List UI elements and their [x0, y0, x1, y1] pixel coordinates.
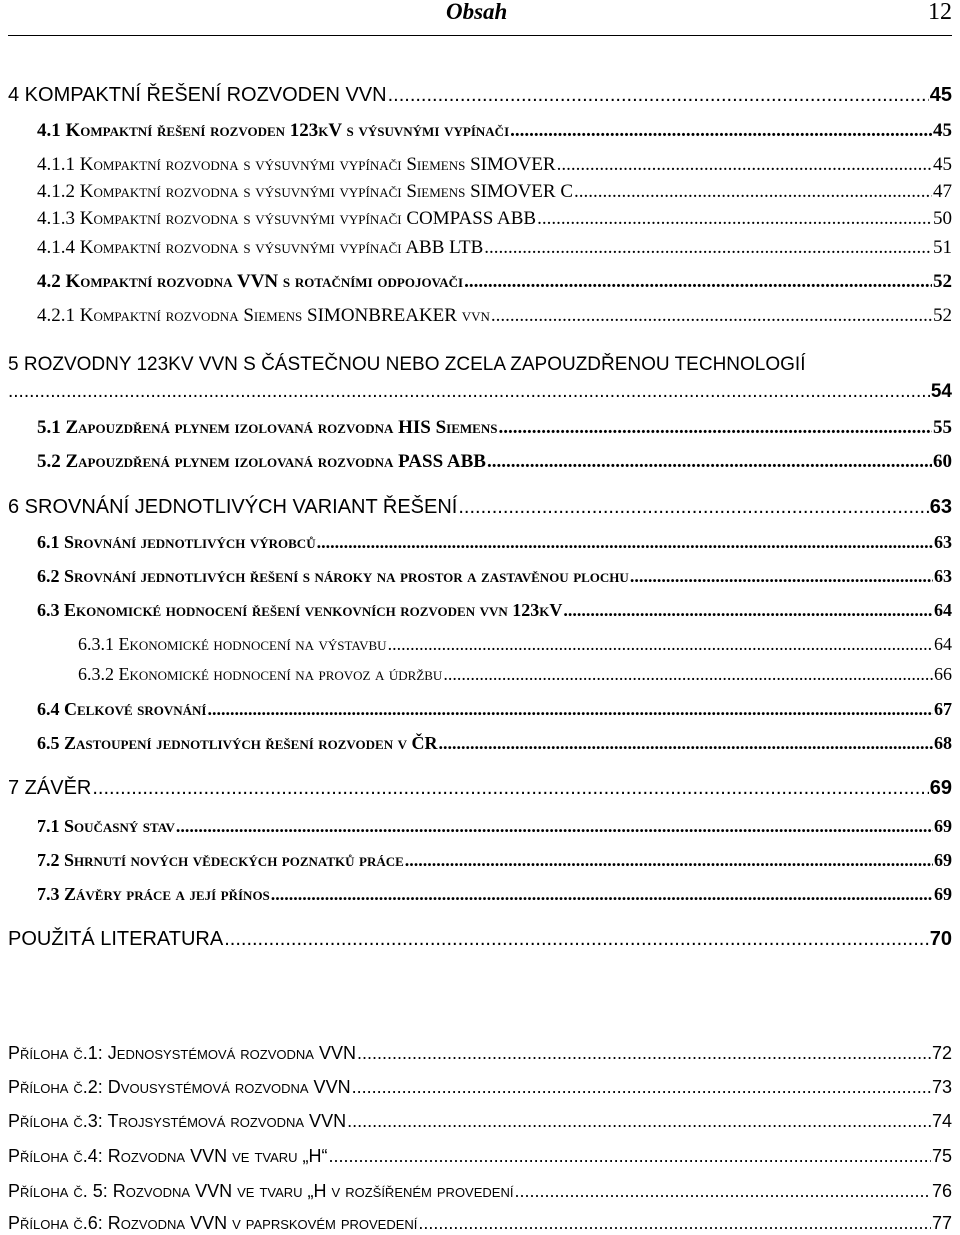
- dot-leader: [329, 1146, 931, 1167]
- header-title: Obsah: [446, 0, 508, 24]
- dot-leader: [92, 777, 928, 800]
- toc-entry-4-1-3[interactable]: 4.1.3 Kompaktní rozvodna s výsuvnými vypínači COMPASS ABB ..... 50: [37, 208, 952, 230]
- dot-leader: [357, 1043, 931, 1064]
- dot-leader: [491, 305, 932, 327]
- dot-leader: [443, 664, 933, 685]
- toc-entry-4-1-2[interactable]: 4.1.2 Kompaktní rozvodna s výsuvnými vypínači Siemens SIMOVER C ..... 47: [37, 181, 952, 203]
- toc-entry-appendix-6[interactable]: Příloha č.6: Rozvodna VVN v paprskovém provedení ..... 77: [8, 1213, 952, 1234]
- dot-leader: [514, 1181, 931, 1202]
- toc-entry-6-3-1[interactable]: 6.3.1 Ekonomické hodnocení na výstavbu ..... 64: [78, 634, 952, 655]
- dot-leader: [537, 208, 932, 230]
- dot-leader: [484, 237, 932, 259]
- toc-entry-4-1-4[interactable]: 4.1.4 Kompaktní rozvodna s výsuvnými vypínači ABB LTB ..... 51: [37, 237, 952, 259]
- toc-entry-5-2[interactable]: 5.2 Zapouzdřená plynem izolovaná rozvodna PASS ABB ..... 60: [37, 451, 952, 473]
- toc-entry-appendix-2[interactable]: Příloha č.2: Dvousystémová rozvodna VVN ..... 73: [8, 1077, 952, 1098]
- dot-leader: [487, 451, 932, 473]
- toc-entry-7-1[interactable]: 7.1 Současný stav ..... 69: [37, 816, 952, 837]
- dot-leader: [388, 634, 933, 655]
- page-header: [0, 0, 960, 30]
- dot-leader: [510, 120, 932, 142]
- toc-entry-6-1[interactable]: 6.1 Srovnání jednotlivých výrobců ..... 63: [37, 532, 952, 553]
- toc-entry-ch6[interactable]: 6 SROVNÁNÍ JEDNOTLIVÝCH VARIANT ŘEŠENÍ ..... 63: [8, 496, 952, 519]
- toc-entry-5-1[interactable]: 5.1 Zapouzdřená plynem izolovaná rozvodna HIS Siemens ..... 55: [37, 417, 952, 439]
- dot-leader: [317, 532, 933, 553]
- toc-entry-ch7[interactable]: 7 ZÁVĚR ..... 69: [8, 777, 952, 800]
- toc-entry-appendix-5[interactable]: Příloha č. 5: Rozvodna VVN ve tvaru „H v rozšířeném provedení ..... 76: [8, 1181, 952, 1202]
- dot-leader: [207, 699, 933, 720]
- dot-leader: [439, 733, 933, 754]
- dot-leader: [418, 1213, 931, 1234]
- toc-entry-4-2-1[interactable]: 4.2.1 Kompaktní rozvodna Siemens SIMONBREAKER vvn ..... 52: [37, 305, 952, 327]
- toc-entry-appendix-3[interactable]: Příloha č.3: Trojsystémová rozvodna VVN ..... 74: [8, 1111, 952, 1132]
- dot-leader: [347, 1111, 931, 1132]
- toc-entry-7-3[interactable]: 7.3 Závěry práce a její přínos ..... 69: [37, 884, 952, 905]
- dot-leader: [630, 566, 933, 587]
- dot-leader: [464, 271, 932, 293]
- dot-leader: [8, 381, 930, 403]
- dot-leader: [458, 496, 928, 519]
- toc-entry-7-2[interactable]: 7.2 Shrnutí nových vědeckých poznatků práce ..... 69: [37, 850, 952, 871]
- dot-leader: [574, 181, 932, 203]
- dot-leader: [352, 1077, 931, 1098]
- dot-leader: [405, 850, 933, 871]
- toc-entry-6-3-2[interactable]: 6.3.2 Ekonomické hodnocení na provoz a údržbu ..... 66: [78, 664, 952, 685]
- toc-entry-4-2[interactable]: 4.2 Kompaktní rozvodna VVN s rotačními odpojovači ..... 52: [37, 271, 952, 293]
- toc-entry-literature[interactable]: POUŽITÁ LITERATURA ..... 70: [8, 928, 952, 951]
- toc-entry-ch4[interactable]: 4 KOMPAKTNÍ ŘEŠENÍ ROZVODEN VVN ..... 45: [8, 84, 952, 107]
- toc-entry-4-1[interactable]: 4.1 Kompaktní řešení rozvoden 123kV s výsuvnými vypínači ..... 45: [37, 120, 952, 142]
- dot-leader: [498, 417, 932, 439]
- dot-leader: [563, 600, 933, 621]
- toc-entry-ch5-leader: ..... 54: [8, 381, 952, 403]
- dot-leader: [176, 816, 933, 837]
- header-rule: [8, 35, 952, 36]
- toc-entry-appendix-4[interactable]: Příloha č.4: Rozvodna VVN ve tvaru „H“ ..... 75: [8, 1146, 952, 1167]
- toc-entry-6-5[interactable]: 6.5 Zastoupení jednotlivých řešení rozvoden v ČR ..... 68: [37, 733, 952, 754]
- toc-entry-6-2[interactable]: 6.2 Srovnání jednotlivých řešení s nároky na prostor a zastavěnou plochu ..... 63: [37, 566, 952, 587]
- toc-entry-6-3[interactable]: 6.3 Ekonomické hodnocení řešení venkovních rozvoden vvn 123kV ..... 64: [37, 600, 952, 621]
- dot-leader: [388, 84, 929, 107]
- toc-entry-ch5[interactable]: 5 ROZVODNY 123KV VVN S ČÁSTEČNOU NEBO ZCELA ZAPOUZDŘENOU TECHNOLOGIÍ: [8, 354, 806, 375]
- dot-leader: [271, 884, 933, 905]
- toc-entry-4-1-1[interactable]: 4.1.1 Kompaktní rozvodna s výsuvnými vypínači Siemens SIMOVER ..... 45: [37, 154, 952, 176]
- toc-entry-appendix-1[interactable]: Příloha č.1: Jednosystémová rozvodna VVN ..... 72: [8, 1043, 952, 1064]
- toc-entry-6-4[interactable]: 6.4 Celkové srovnání ..... 67: [37, 699, 952, 720]
- dot-leader: [557, 154, 932, 176]
- dot-leader: [224, 928, 929, 951]
- header-page-number: 12: [928, 0, 952, 25]
